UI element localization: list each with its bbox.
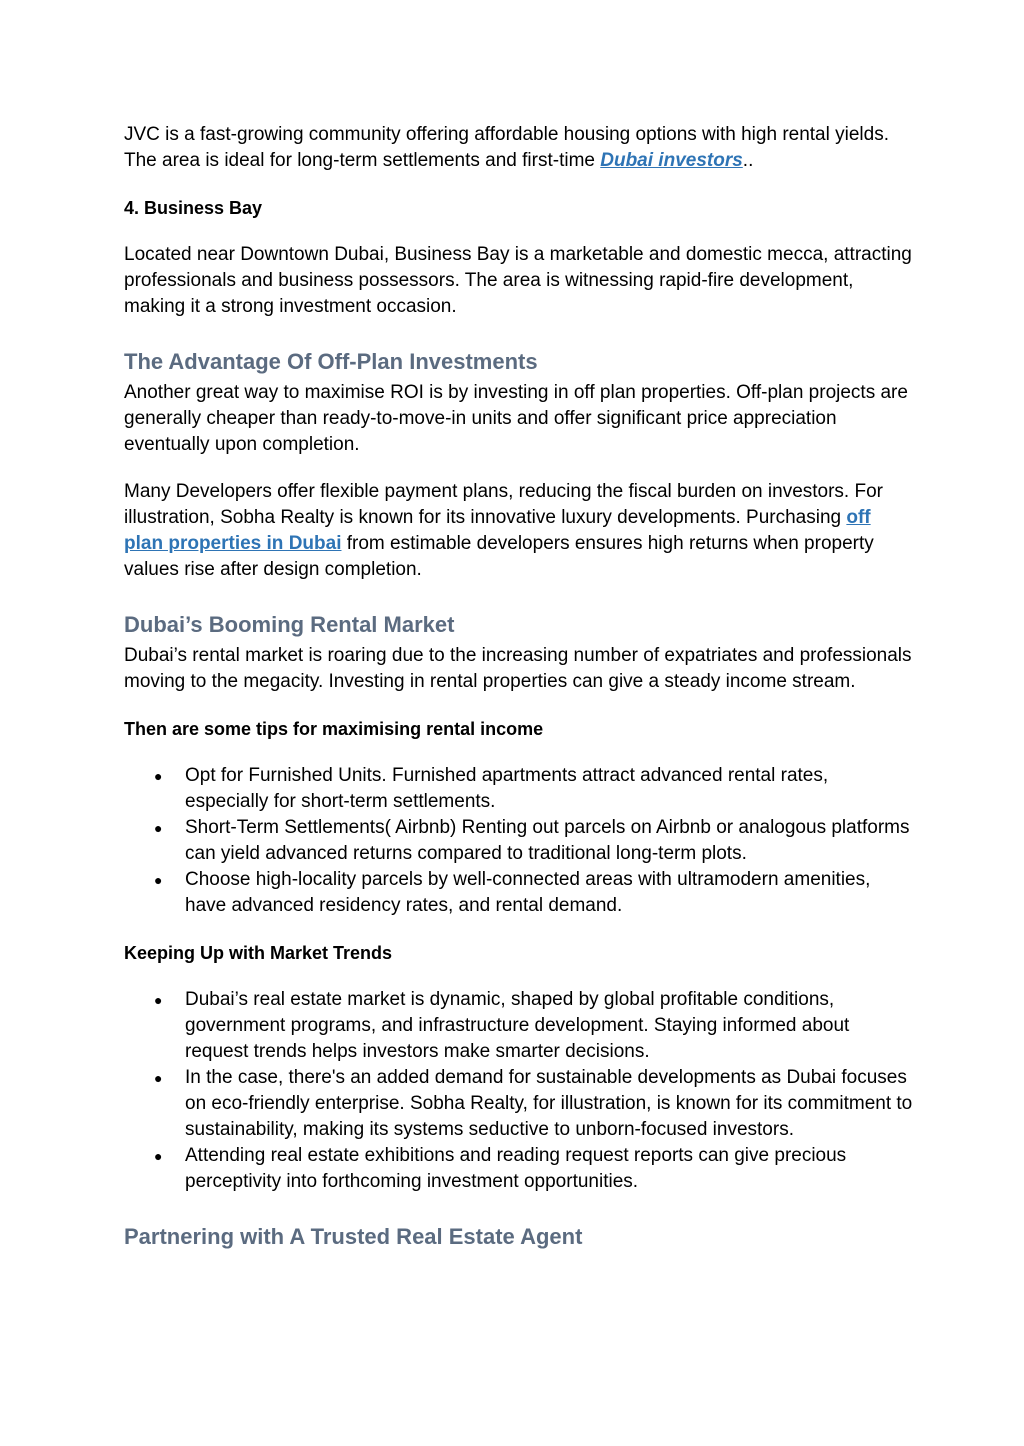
list-item-text: Short-Term Settlements( Airbnb) Renting out parcels on Airbnb or analogous platforms can yield advanced returns compared to traditional long-term plots. [185,817,910,864]
list-item-text: In the case, there's an added demand for sustainable developments as Dubai focuses on eco-friendly enterprise. Sobha Realty, for illustration, is known for its commitment to sustainability, making its systems seductive to unborn-focused investors. [185,1067,913,1140]
business-bay-paragraph: Located near Downtown Dubai, Business Bay is a marketable and domestic mecca, attracting professionals and business possessors. The area is witnessing rapid-fire development, making it a strong investment occasion. [124,244,912,317]
bullet-icon: ● [154,820,163,836]
off-plan-paragraph-2 [124,479,914,583]
jvc-text: JVC is a fast-growing community offering affordable housing options with high rental yields. The area is ideal for long-term settlements and first-time [124,124,889,171]
jvc-paragraph [124,122,914,174]
list-item [124,1143,914,1195]
list-item [124,763,914,815]
off-plan-paragraph-1: Another great way to maximise ROI is by investing in off plan properties. Off-plan projects are generally cheaper than ready-to-move-in units and offer significant price appreciation eventually upon completion. [124,382,908,455]
document-page [124,122,914,1255]
list-item-text: Attending real estate exhibitions and reading request reports can give precious perceptivity into forthcoming investment opportunities. [185,1145,847,1192]
trends-heading: Keeping Up with Market Trends [124,943,393,963]
list-item [124,867,914,919]
bullet-icon: ● [154,872,163,888]
partner-heading: Partnering with A Trusted Real Estate Agent [124,1224,583,1249]
list-item [124,1065,914,1143]
bullet-icon: ● [154,1070,163,1086]
off-plan-p2-after: from estimable developers ensures high returns when property values rise after design completion. [124,533,874,580]
trends-list [124,987,914,1195]
rental-paragraph: Dubai’s rental market is roaring due to the increasing number of expatriates and professionals moving to the megacity. Investing in rental properties can give a steady income stream. [124,645,912,692]
list-item [124,815,914,867]
bullet-icon: ● [154,1148,163,1164]
bullet-icon: ● [154,768,163,784]
list-item-text: Choose high-locality parcels by well-connected areas with ultramodern amenities, have advanced residency rates, and rental demand. [185,869,871,916]
tips-heading: Then are some tips for maximising rental income [124,719,544,739]
list-item [124,987,914,1065]
jvc-tail: .. [742,150,754,171]
off-plan-properties-link[interactable]: off plan properties in Dubai [124,507,871,554]
dubai-investors-link[interactable]: Dubai investors [600,150,743,171]
list-item-text: Dubai’s real estate market is dynamic, shaped by global profitable conditions, government programs, and infrastructure development. Staying informed about request trends helps investors make smarter decisions. [185,989,850,1062]
bullet-icon: ● [154,992,163,1008]
business-bay-heading: 4. Business Bay [124,198,263,218]
tips-list [124,763,914,919]
off-plan-p2-before: Many Developers offer flexible payment plans, reducing the fiscal burden on investors. For illustration, Sobha Realty is known for its innovative luxury developments. Purchasing [124,481,883,528]
list-item-text: Opt for Furnished Units. Furnished apartments attract advanced rental rates, especially for short-term settlements. [185,765,829,812]
rental-heading: Dubai’s Booming Rental Market [124,612,455,637]
off-plan-heading: The Advantage Of Off-Plan Investments [124,349,538,374]
